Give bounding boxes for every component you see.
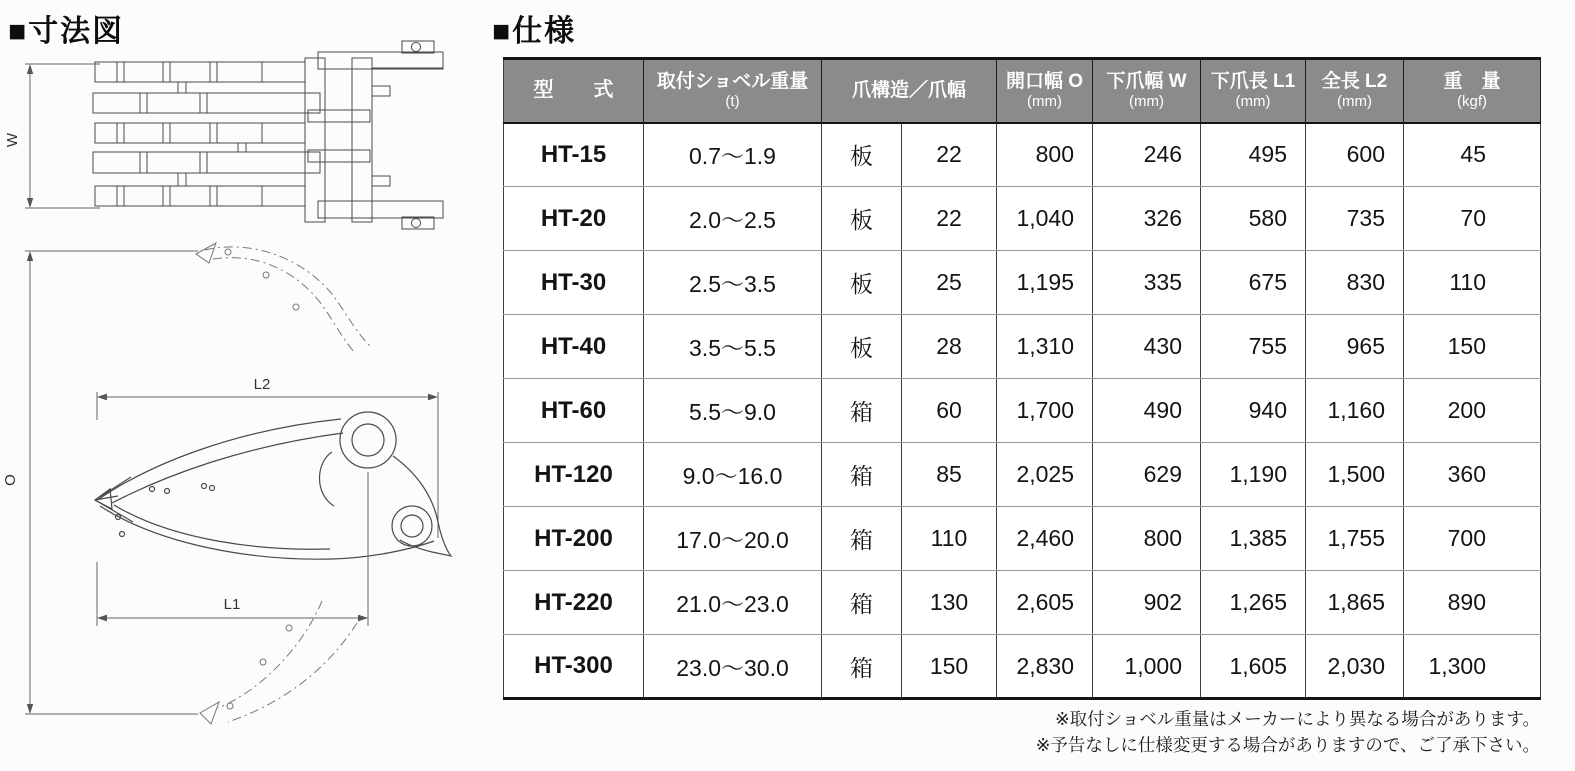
cell-lower-claw-length: 1,385: [1201, 507, 1306, 571]
footnote-line: ※取付ショベル重量はメーカーにより異なる場合があります。: [1054, 709, 1540, 729]
cell-opening-width: 1,310: [997, 315, 1093, 379]
cell-total-length: 1,865: [1306, 571, 1404, 635]
cell-opening-width: 1,040: [997, 187, 1093, 251]
cell-lower-claw-width: 800: [1093, 507, 1201, 571]
header-shovel-weight-unit: (t): [725, 93, 740, 111]
cell-lower-claw-length: 1,605: [1201, 635, 1306, 699]
l1-dim-label: L1: [223, 596, 241, 613]
table-row: [504, 443, 1541, 507]
table-row: [504, 635, 1541, 699]
spec-section-title: ■仕様: [492, 15, 577, 48]
cell-opening-width: 1,700: [997, 379, 1093, 443]
footnote-line: ※予告なしに仕様変更する場合がありますので、ご了承下さい。: [1035, 735, 1540, 755]
cell-model: HT-220: [504, 571, 644, 635]
cell-model: HT-40: [504, 315, 644, 379]
cell-model: HT-60: [504, 379, 644, 443]
table-row: [504, 571, 1541, 635]
cell-total-length: 1,500: [1306, 443, 1404, 507]
cell-model: HT-120: [504, 443, 644, 507]
cell-shovel-weight: 0.7〜1.9: [644, 123, 822, 187]
cell-total-length: 1,755: [1306, 507, 1404, 571]
cell-lower-claw-width: 430: [1093, 315, 1201, 379]
cell-shovel-weight: 2.0〜2.5: [644, 187, 822, 251]
cell-weight: 700: [1404, 507, 1541, 571]
cell-weight: 70: [1404, 187, 1541, 251]
cell-total-length: 735: [1306, 187, 1404, 251]
o-dim-label: O: [2, 474, 19, 486]
cell-opening-width: 1,195: [997, 251, 1093, 315]
table-row: [504, 379, 1541, 443]
cell-claw-type: 板: [822, 123, 902, 187]
cell-claw-type: 板: [822, 251, 902, 315]
cell-claw-width: 60: [902, 379, 997, 443]
header-model: 型 式: [504, 59, 644, 123]
table-row: [504, 187, 1541, 251]
table-row: [504, 507, 1541, 571]
cell-total-length: 830: [1306, 251, 1404, 315]
cell-lower-claw-length: 1,265: [1201, 571, 1306, 635]
cell-lower-claw-width: 246: [1093, 123, 1201, 187]
upper-claw-phantom: [196, 243, 370, 353]
cell-claw-width: 22: [902, 123, 997, 187]
header-weight: 重 量 (kgf): [1404, 59, 1541, 123]
cell-lower-claw-length: 495: [1201, 123, 1306, 187]
cell-total-length: 1,160: [1306, 379, 1404, 443]
cell-opening-width: 800: [997, 123, 1093, 187]
lower-claw-phantom: [200, 601, 357, 724]
w-dim-label: W: [4, 132, 21, 148]
header-opening-width: 開口幅 O (mm): [997, 59, 1093, 123]
header-claw: 爪構造／爪幅: [822, 59, 997, 123]
cell-lower-claw-width: 629: [1093, 443, 1201, 507]
cell-claw-width: 150: [902, 635, 997, 699]
cell-model: HT-30: [504, 251, 644, 315]
side-view-drawing: [2, 243, 451, 724]
table-row: [504, 251, 1541, 315]
table-row: [504, 315, 1541, 379]
cell-claw-width: 110: [902, 507, 997, 571]
cell-model: HT-300: [504, 635, 644, 699]
cell-claw-width: 25: [902, 251, 997, 315]
dimension-diagram: [0, 0, 480, 771]
cell-shovel-weight: 9.0〜16.0: [644, 443, 822, 507]
cell-claw-width: 85: [902, 443, 997, 507]
cell-shovel-weight: 3.5〜5.5: [644, 315, 822, 379]
l2-dim-label: L2: [253, 376, 271, 393]
cell-lower-claw-length: 675: [1201, 251, 1306, 315]
cell-claw-type: 板: [822, 315, 902, 379]
cell-opening-width: 2,025: [997, 443, 1093, 507]
cell-claw-type: 箱: [822, 571, 902, 635]
cell-shovel-weight: 17.0〜20.0: [644, 507, 822, 571]
o-dimension: [2, 251, 198, 714]
cell-total-length: 965: [1306, 315, 1404, 379]
cell-weight: 1,300: [1404, 635, 1541, 699]
top-view-drawing: [4, 41, 443, 229]
l2-dimension: [97, 376, 438, 538]
cell-lower-claw-length: 580: [1201, 187, 1306, 251]
cell-lower-claw-width: 326: [1093, 187, 1201, 251]
cell-lower-claw-width: 1,000: [1093, 635, 1201, 699]
cell-weight: 200: [1404, 379, 1541, 443]
cell-weight: 110: [1404, 251, 1541, 315]
cell-claw-width: 28: [902, 315, 997, 379]
w-dimension: [4, 64, 100, 208]
header-total-length: 全長 L2 (mm): [1306, 59, 1404, 123]
cell-claw-type: 板: [822, 187, 902, 251]
cell-total-length: 2,030: [1306, 635, 1404, 699]
cell-lower-claw-length: 940: [1201, 379, 1306, 443]
footnotes: [503, 706, 1540, 758]
cell-shovel-weight: 5.5〜9.0: [644, 379, 822, 443]
cell-model: HT-200: [504, 507, 644, 571]
cell-shovel-weight: 23.0〜30.0: [644, 635, 822, 699]
cell-shovel-weight: 21.0〜23.0: [644, 571, 822, 635]
table-header-row: [504, 59, 1541, 123]
cell-opening-width: 2,460: [997, 507, 1093, 571]
cell-lower-claw-length: 755: [1201, 315, 1306, 379]
cell-lower-claw-width: 902: [1093, 571, 1201, 635]
cell-weight: 360: [1404, 443, 1541, 507]
header-shovel-weight: [644, 59, 822, 123]
cell-claw-width: 130: [902, 571, 997, 635]
cell-claw-type: 箱: [822, 379, 902, 443]
table-row: [504, 123, 1541, 187]
cell-claw-type: 箱: [822, 635, 902, 699]
cell-weight: 45: [1404, 123, 1541, 187]
header-lower-claw-length: 下爪長 L1 (mm): [1201, 59, 1306, 123]
cell-claw-type: 箱: [822, 507, 902, 571]
cell-claw-width: 22: [902, 187, 997, 251]
spec-table: [503, 57, 1541, 700]
cell-opening-width: 2,830: [997, 635, 1093, 699]
cell-model: HT-15: [504, 123, 644, 187]
cell-total-length: 600: [1306, 123, 1404, 187]
cell-lower-claw-length: 1,190: [1201, 443, 1306, 507]
cell-shovel-weight: 2.5〜3.5: [644, 251, 822, 315]
cell-opening-width: 2,605: [997, 571, 1093, 635]
cell-claw-type: 箱: [822, 443, 902, 507]
cell-weight: 150: [1404, 315, 1541, 379]
header-lower-claw-width: 下爪幅 W (mm): [1093, 59, 1201, 123]
cell-lower-claw-width: 490: [1093, 379, 1201, 443]
cell-model: HT-20: [504, 187, 644, 251]
cell-weight: 890: [1404, 571, 1541, 635]
cell-lower-claw-width: 335: [1093, 251, 1201, 315]
dimension-section-title: ■寸法図: [8, 15, 125, 48]
header-shovel-weight-label: 取付ショベル重量: [656, 71, 809, 93]
